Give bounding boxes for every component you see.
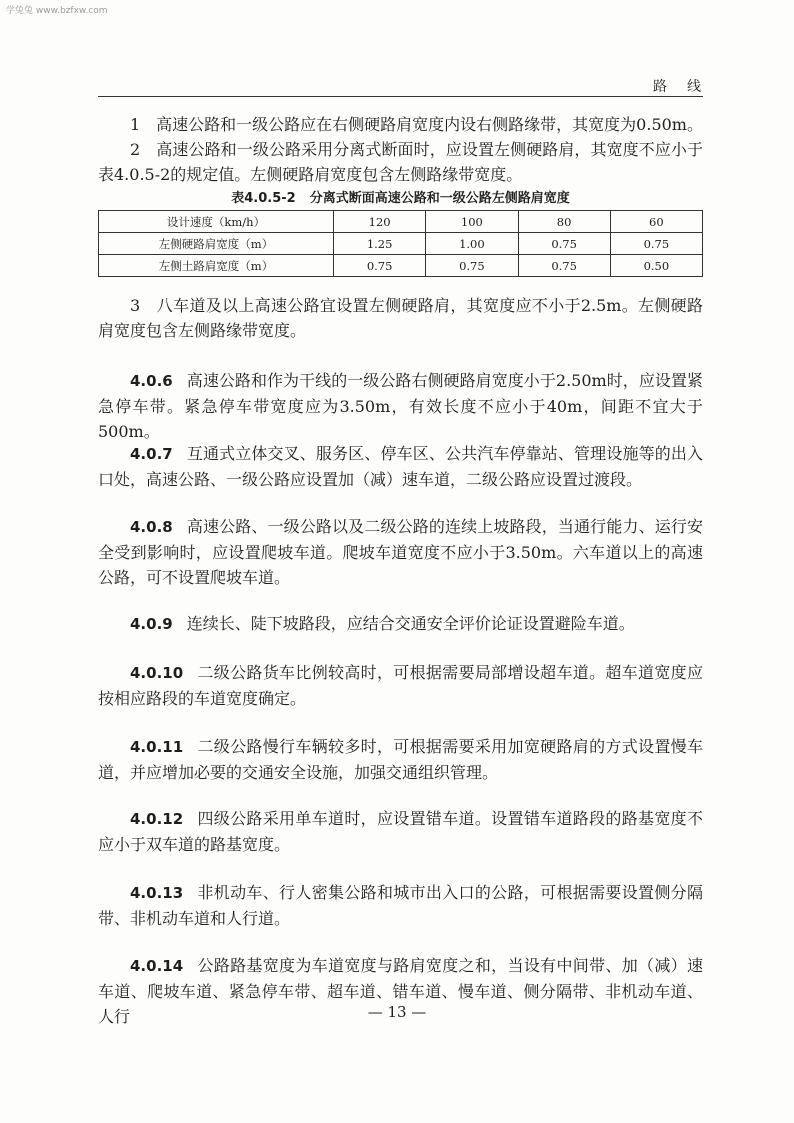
clause-number: 4.0.13 (130, 884, 184, 902)
clause-number: 4.0.7 (130, 445, 173, 463)
table-row (99, 211, 703, 233)
table-row (99, 233, 703, 255)
clause-number: 4.0.9 (130, 615, 173, 633)
table-cell: 60 (610, 211, 702, 233)
table-cell: 0.75 (518, 255, 610, 277)
clause-number: 4.0.14 (130, 957, 184, 975)
paragraph-3: 3 八车道及以上高速公路宜设置左侧硬路肩，其宽度应不小于2.5m。左侧硬路肩宽度包含左侧路缘带宽度。 (98, 296, 703, 340)
clause-4-0-6 (98, 368, 703, 444)
clause-number: 4.0.11 (130, 738, 184, 756)
clause-number: 4.0.10 (130, 664, 184, 682)
clause-4-0-12 (98, 806, 703, 857)
clause-text: 非机动车、行人密集公路和城市出入口的公路，可根据需要设置侧分隔带、非机动车道和人行道。 (98, 883, 703, 928)
table-cell: 0.75 (334, 255, 426, 277)
clause-4-0-9 (98, 611, 703, 637)
clause-4-0-7 (98, 441, 703, 492)
table-row (99, 255, 703, 277)
table-cell: 1.25 (334, 233, 426, 255)
clause-number: 4.0.8 (130, 518, 173, 536)
table-cell: 0.75 (426, 255, 518, 277)
clause-text: 二级公路慢行车辆较多时，可根据需要采用加宽硬路肩的方式设置慢车道，并应增加必要的交通安全设施，加强交通组织管理。 (98, 737, 703, 782)
paragraph-1: 1 高速公路和一级公路应在右侧硬路肩宽度内设右侧路缘带，其宽度为0.50m。 (130, 115, 703, 134)
table-cell: 100 (426, 211, 518, 233)
clause-4-0-8 (98, 514, 703, 590)
clause-text: 高速公路、一级公路以及二级公路的连续上坡路段，当通行能力、运行安全受到影响时，应设置爬坡车道。爬坡车道宽度不应小于3.50m。六车道以上的高速公路，可不设置爬坡车道。 (98, 517, 703, 587)
table-cell: 0.50 (610, 255, 702, 277)
clause-text: 互通式立体交叉、服务区、停车区、公共汽车停靠站、管理设施等的出入口处，高速公路、一级公路应设置加（减）速车道，二级公路应设置过渡段。 (98, 444, 703, 489)
table-cell: 1.00 (426, 233, 518, 255)
table-cell: 0.75 (610, 233, 702, 255)
clause-text: 四级公路采用单车道时，应设置错车道。设置错车道路段的路基宽度不应小于双车道的路基宽度。 (98, 809, 703, 854)
clause-number: 4.0.6 (130, 372, 173, 390)
row-header: 左侧硬路肩宽度（m） (99, 233, 334, 255)
clause-4-0-13 (98, 880, 703, 931)
clause-text: 公路路基宽度为车道宽度与路肩宽度之和，当设有中间带、加（减）速车道、爬坡车道、紧急停车带、超车道、错车道、慢车道、侧分隔带、非机动车道、人行 (98, 956, 703, 1026)
table-caption-title: 分离式断面高速公路和一级公路左侧路肩宽度 (309, 191, 570, 206)
running-header (98, 76, 721, 97)
row-header: 左侧土路肩宽度（m） (99, 255, 334, 277)
clause-4-0-10 (98, 660, 703, 711)
table-cell: 0.75 (518, 233, 610, 255)
page-number: — 13 — (367, 1003, 427, 1021)
watermark: 学兔兔 www.bzfxw.com (6, 6, 108, 16)
header-title: 路线 (653, 79, 721, 95)
clause-text: 高速公路和作为干线的一级公路右侧硬路肩宽度小于2.50m时，应设置紧急停车带。紧急停车带宽度应为3.50m，有效长度不应小于40m，间距不宜大于500m。 (98, 371, 703, 441)
shoulder-width-table (98, 210, 703, 277)
row-header: 设计速度（km/h） (99, 211, 334, 233)
paragraph-2: 2 高速公路和一级公路采用分离式断面时，应设置左侧硬路肩，其宽度不应小于表4.0.5-2的规定值。左侧硬路肩宽度包含左侧路缘带宽度。 (98, 140, 703, 184)
clause-text: 连续长、陡下坡路段，应结合交通安全评价论证设置避险车道。 (186, 614, 635, 633)
table-caption (98, 187, 703, 206)
table-cell: 80 (518, 211, 610, 233)
table-caption-id: 表4.0.5-2 (231, 191, 296, 206)
clause-number: 4.0.12 (130, 810, 184, 828)
clause-4-0-11 (98, 734, 703, 785)
table-cell: 120 (334, 211, 426, 233)
clause-text: 二级公路货车比例较高时，可根据需要局部增设超车道。超车道宽度应按相应路段的车道宽度确定。 (98, 663, 703, 708)
